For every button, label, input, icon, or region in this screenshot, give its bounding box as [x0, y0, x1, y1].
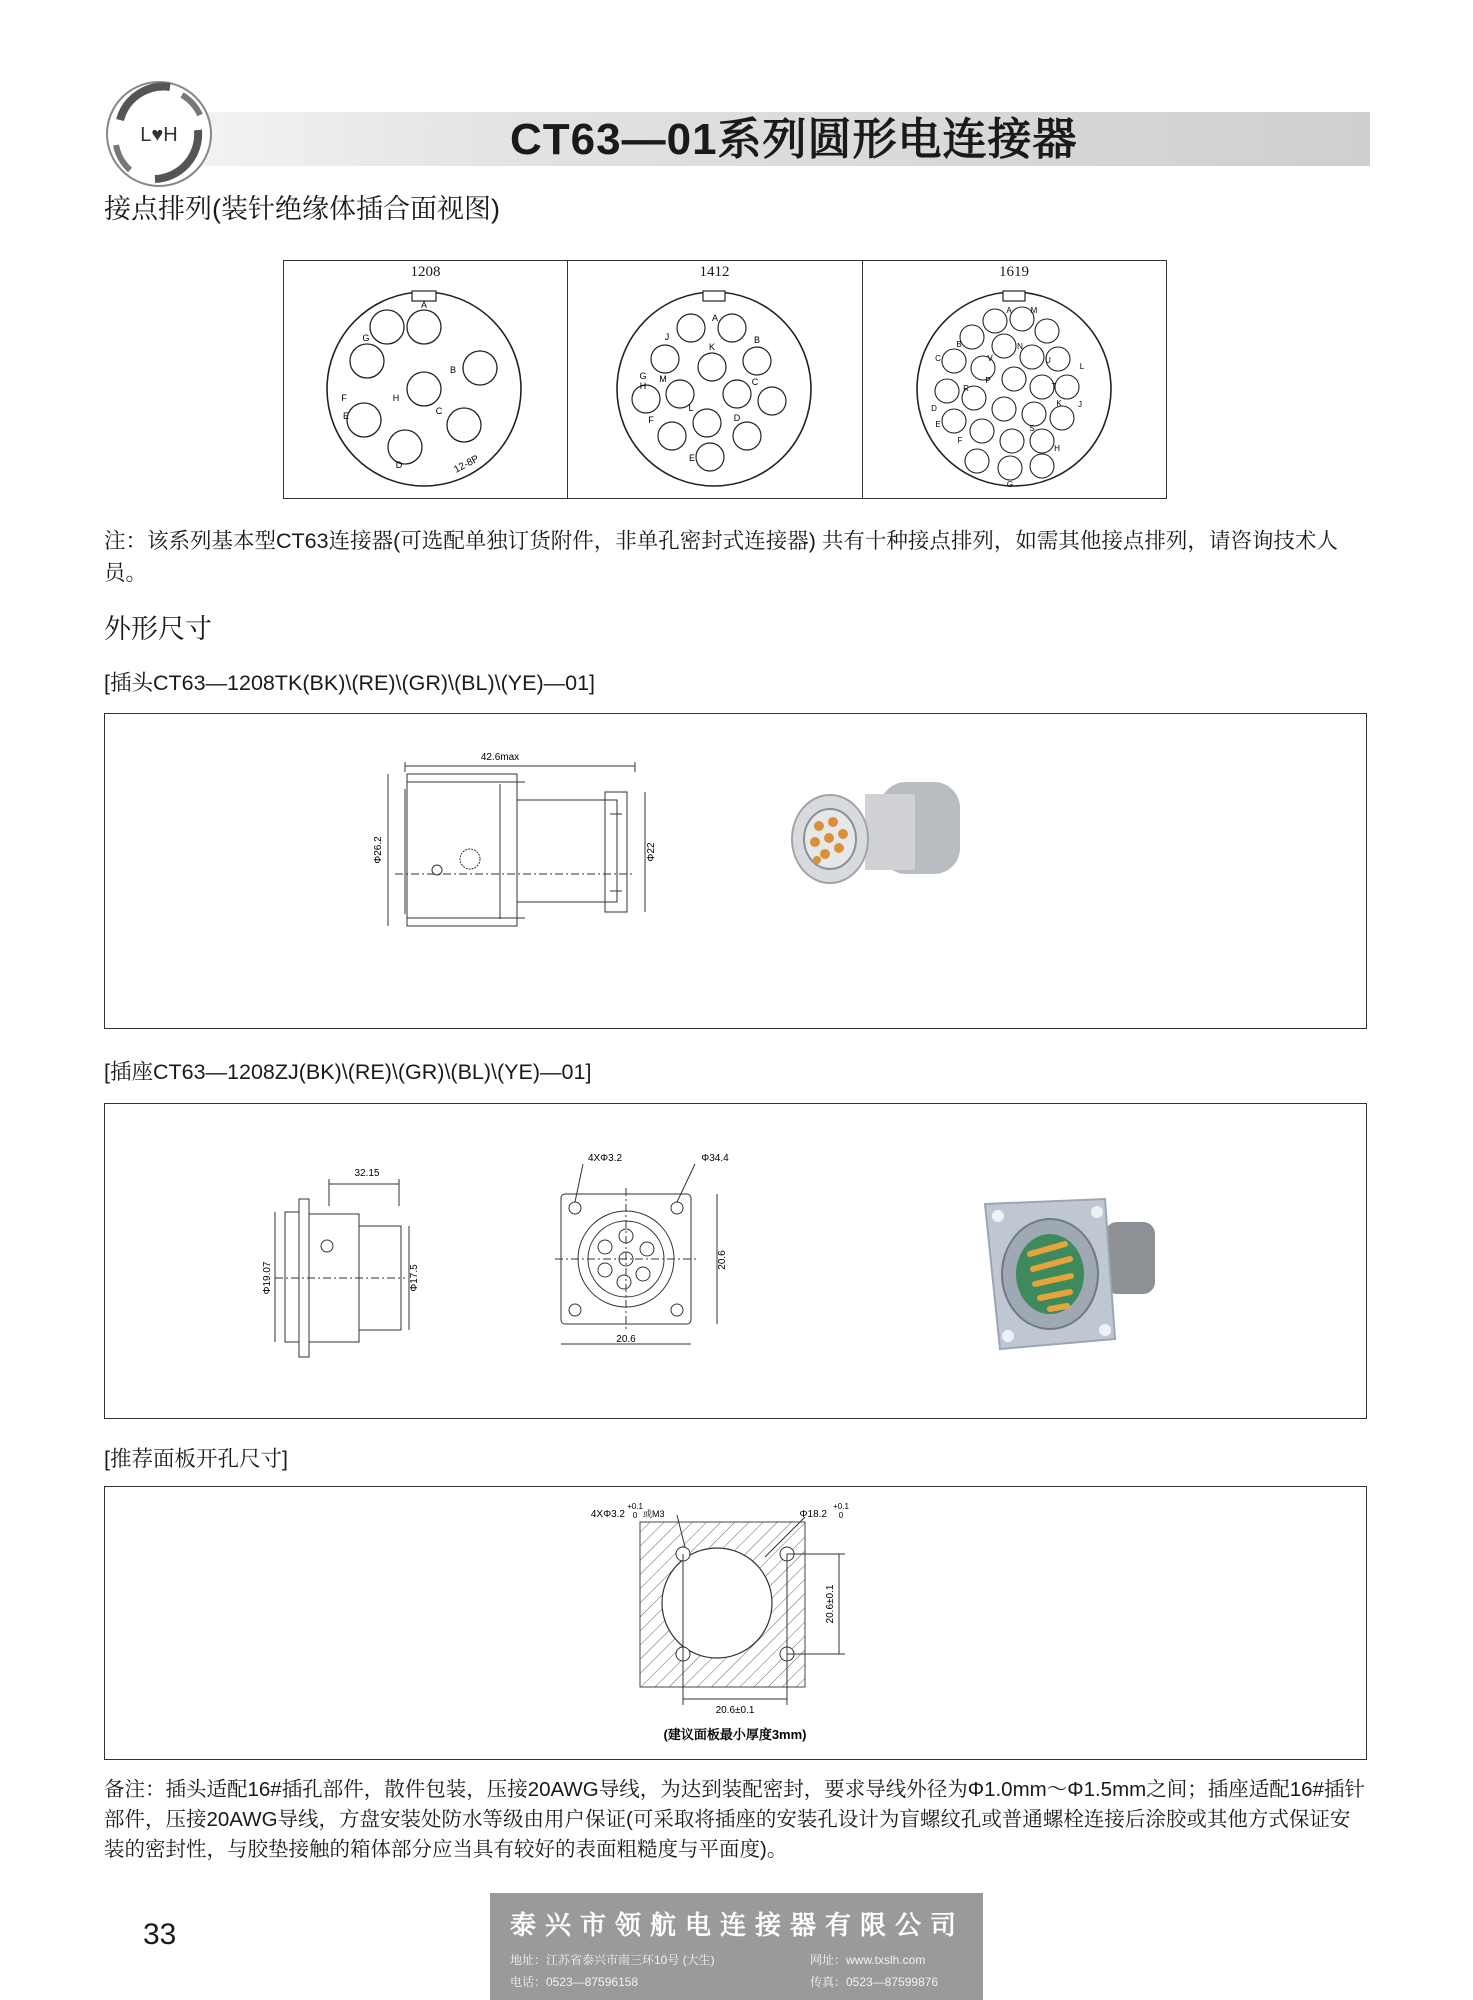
page-title: CT63—01系列圆形电连接器	[510, 115, 1078, 164]
layout-1412	[567, 261, 863, 498]
contact-layouts-table	[283, 260, 1167, 499]
pin-label: C	[935, 354, 941, 363]
layout-code: 1619	[999, 264, 1029, 280]
insert-mark: 12-8P	[452, 453, 481, 476]
pin-label: D	[931, 404, 937, 413]
pin-label: G	[1006, 480, 1014, 489]
dimensions-heading: 外形尺寸	[104, 614, 212, 644]
footer-address: 地址：江苏省泰兴市南三环10号 (大生)	[510, 1953, 715, 1967]
dim-spacing-h: 20.6±0.1	[715, 1705, 755, 1716]
panel-caption: [推荐面板开孔尺寸]	[104, 1447, 288, 1471]
pin-label: K	[708, 342, 716, 352]
dim-length: 42.6max	[480, 752, 520, 763]
pin-label: G	[362, 333, 370, 343]
company-logo	[100, 75, 218, 193]
footer-phone: 电话：0523—87596158	[510, 1975, 639, 1989]
pin-label: H	[392, 393, 400, 403]
tol-upper: +0.1	[833, 1502, 849, 1511]
dim-center-dia: Φ18.2	[799, 1509, 827, 1520]
dim-square-v: 20.6	[717, 1250, 728, 1270]
page-number: 33	[143, 1918, 177, 1951]
pin-label: E	[935, 420, 941, 429]
pin-label: B	[956, 340, 962, 349]
layout-code: 1208	[410, 264, 441, 280]
dim-spacing-v: 20.6±0.1	[825, 1584, 836, 1624]
pin-label: F	[957, 436, 963, 445]
footer-website: 网址：www.txslh.com	[810, 1953, 926, 1967]
pin-label: B	[753, 335, 761, 345]
plug-product-image	[792, 782, 960, 883]
pin-label: D	[733, 413, 741, 423]
pin-label: H	[639, 381, 647, 391]
pin-label: L	[1079, 362, 1085, 371]
pin-label: A	[711, 313, 719, 323]
panel-cutout-drawing	[105, 1487, 1366, 1759]
contact-arrangement-heading: 接点排列(装针绝缘体插合面视图)	[104, 194, 500, 224]
layout-1619	[862, 261, 1166, 498]
pin-label: C	[751, 377, 759, 387]
pin-label: S	[1029, 424, 1035, 433]
contact-note: 注：该系列基本型CT63连接器(可选配单独订货附件，非单孔密封式连接器) 共有十种接点排列，如需其他接点排列，请咨询技术人员。	[104, 529, 1338, 585]
plug-caption: [插头CT63—1208TK(BK)\(RE)\(GR)\(BL)\(YE)—01]	[104, 671, 596, 695]
pin-label: A	[1006, 306, 1012, 315]
layout-code: 1412	[699, 264, 730, 280]
logo-text: L♥H	[140, 124, 178, 146]
socket-caption: [插座CT63—1208ZJ(BK)\(RE)\(GR)\(BL)\(YE)—01]	[104, 1060, 592, 1084]
pin-label: D	[395, 460, 403, 470]
pin-label: M	[1030, 306, 1038, 315]
dim-length: 32.15	[354, 1168, 380, 1179]
plug-dimension-drawing	[105, 714, 1366, 1028]
pin-label: J	[664, 332, 670, 342]
pin-label: E	[342, 411, 350, 421]
footer-fax: 传真：0523—87599876	[810, 1975, 939, 1989]
layout-1208	[284, 261, 568, 498]
pin-label: E	[688, 453, 696, 463]
dim-body-dia: Φ26.2	[373, 836, 384, 864]
dim-flange-dia: Φ19.07	[262, 1261, 273, 1295]
tol-upper: +0.1	[627, 1502, 643, 1511]
pin-label: G	[639, 371, 647, 381]
socket-dimension-drawing	[105, 1104, 1366, 1418]
pin-label: H	[1054, 444, 1060, 453]
pin-label: K	[1056, 399, 1062, 408]
pin-label: F	[648, 415, 654, 425]
tol-lower: 0	[838, 1511, 844, 1520]
dim-nut-dia: Φ22	[646, 842, 657, 862]
dim-holes-alt: 或M3	[643, 1509, 665, 1519]
pin-label: N	[1017, 342, 1023, 351]
dim-holes: 4XΦ3.2	[590, 1509, 625, 1520]
pin-label: M	[659, 374, 667, 384]
footer-company-name: 泰兴市领航电连接器有限公司	[510, 1911, 966, 1940]
panel-thickness-note: (建议面板最小厚度3mm)	[663, 1727, 807, 1742]
pin-label: B	[449, 365, 457, 375]
pin-label: R	[963, 384, 969, 393]
pin-label: J	[1078, 400, 1082, 409]
socket-drawing-frame	[104, 1103, 1367, 1419]
dim-body-dia: Φ17.5	[409, 1264, 420, 1292]
plug-drawing-frame	[104, 713, 1367, 1029]
pin-label: C	[435, 406, 443, 416]
pin-label: U	[1045, 356, 1051, 365]
pin-label: P	[985, 376, 991, 385]
dim-holes: 4XΦ3.2	[587, 1153, 623, 1164]
pin-label: L	[688, 403, 694, 413]
remarks-text: 备注：插头适配16#插孔部件，散件包装，压接20AWG导线，为达到装配密封，要求导线外径为Φ1.0mm～Φ1.5mm之间；插座适配16#插针部件，压接20AWG导线，方盘安装处防水等级由用户保证(可采取将插座的安装孔设计为盲螺纹孔或普通螺栓连接后涂胶或其他方式保证安装的密封性，与胶垫接触的箱体部分应当具有较好的表面粗糙度与平面度)。	[104, 1778, 1365, 1861]
pin-label: F	[341, 393, 347, 403]
dim-square-h: 20.6	[616, 1334, 636, 1345]
socket-product-image	[985, 1199, 1155, 1349]
dim-outer-dia: Φ34.4	[701, 1153, 729, 1164]
tol-lower: 0	[632, 1511, 638, 1520]
pin-label: V	[987, 354, 993, 363]
pin-label: A	[420, 300, 428, 310]
panel-drawing-frame	[104, 1486, 1367, 1760]
footer-company-box	[490, 1893, 983, 2000]
pin-label: T	[1051, 382, 1057, 391]
